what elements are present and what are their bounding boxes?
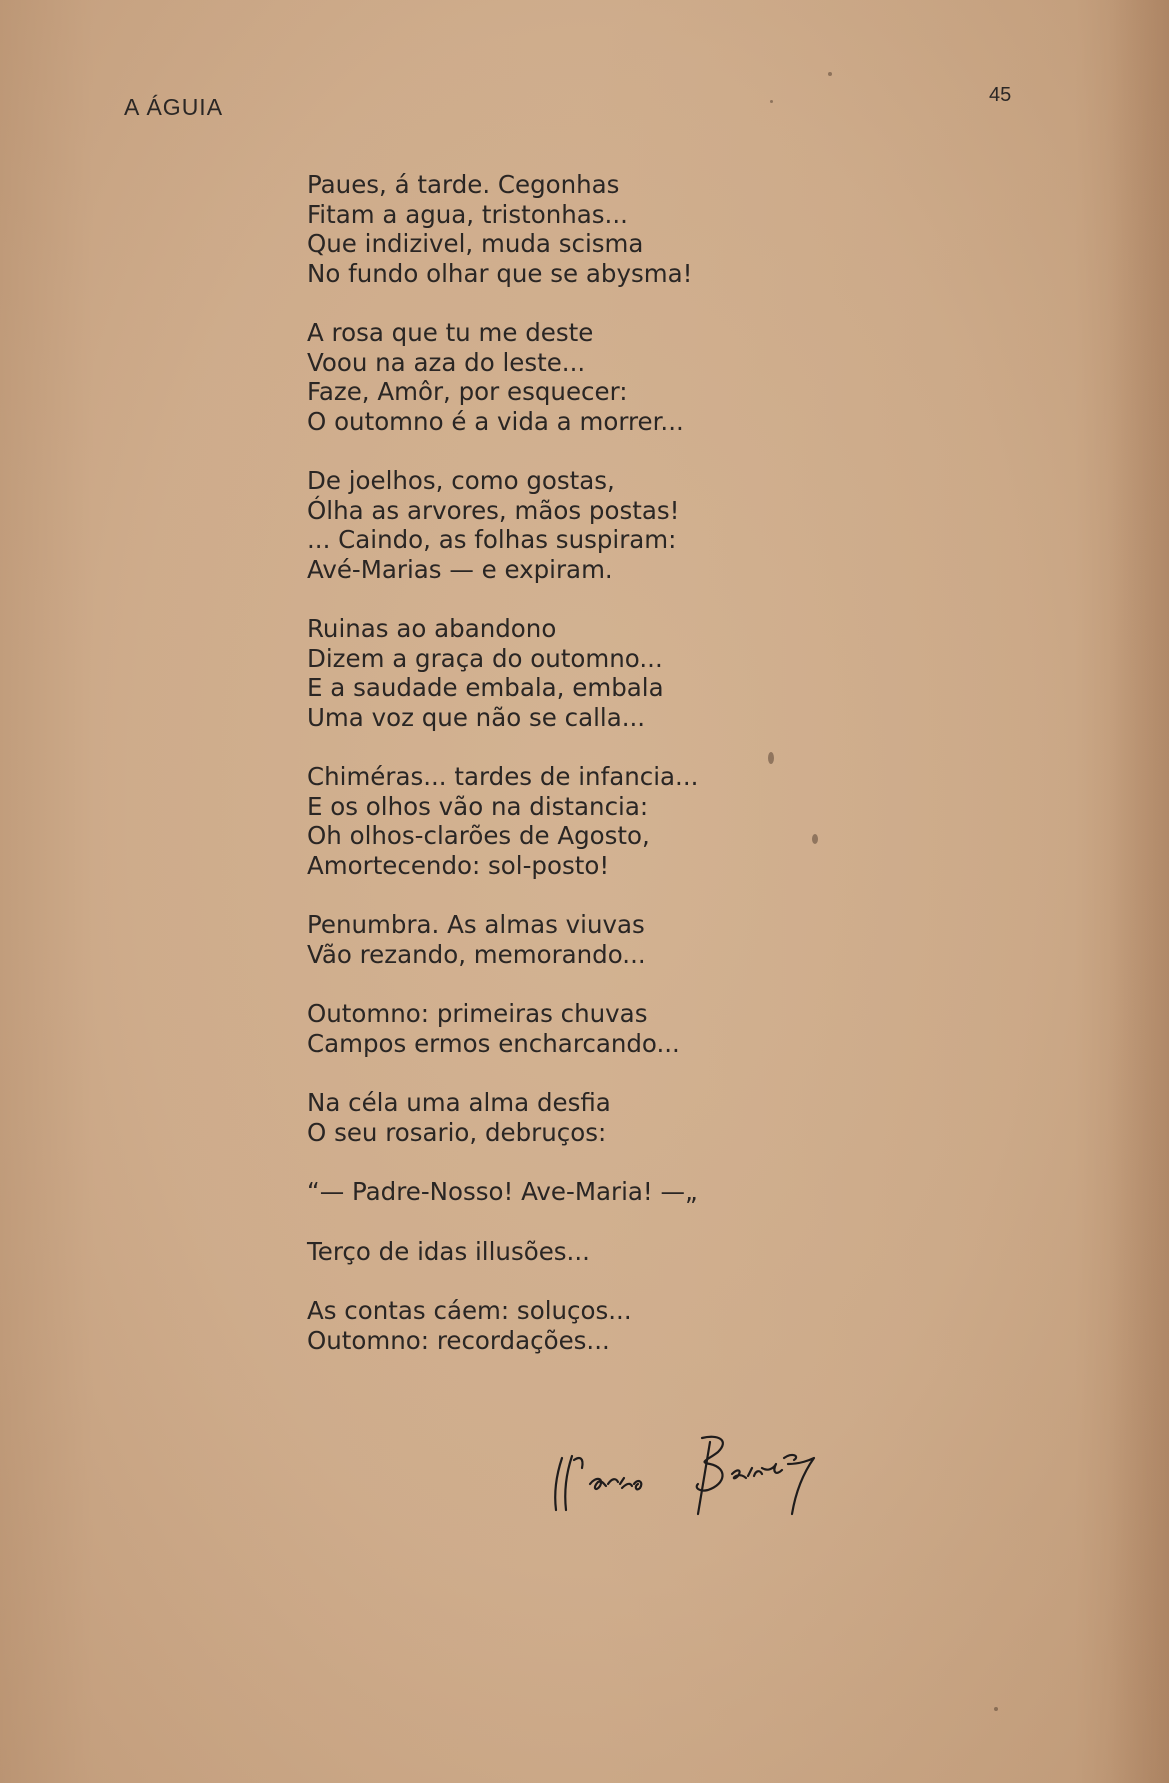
paper-speck xyxy=(994,1707,998,1711)
stanza xyxy=(307,1237,1007,1267)
poem-line: Ruinas ao abandono xyxy=(307,614,557,643)
poem-line: Chiméras... tardes de infancia... xyxy=(307,762,699,791)
poem-line: Uma voz que não se calla... xyxy=(307,702,646,732)
poem-line: Campos ermos encharcando... xyxy=(307,1028,680,1058)
poem-line: Amortecendo: sol-posto! xyxy=(307,850,610,880)
stanza xyxy=(307,1177,1007,1207)
poem-line: E a saudade embala, embala xyxy=(307,673,664,702)
poem-line: Fitam a agua, tristonhas... xyxy=(307,199,628,229)
stanza xyxy=(307,1296,1007,1355)
stanza xyxy=(307,466,1007,584)
poem-line: Ólha as arvores, mãos postas! xyxy=(307,495,680,525)
poem-line: O outomno é a vida a morrer... xyxy=(307,406,684,436)
poem-line: Vão rezando, memorando... xyxy=(307,939,646,969)
paper-speck xyxy=(812,834,818,844)
poem-line: ... Caindo, as folhas suspiram: xyxy=(307,525,677,554)
stanza xyxy=(307,614,1007,732)
stanza xyxy=(307,762,1007,880)
poem-line: A rosa que tu me deste xyxy=(307,318,594,347)
poem-line: Dizem a graça do outomno... xyxy=(307,643,663,673)
stanza xyxy=(307,318,1007,436)
stanza xyxy=(307,1088,1007,1147)
page-edge-shade xyxy=(1109,0,1169,1783)
poem-line: Outomno: recordações... xyxy=(307,1325,610,1355)
author-signature xyxy=(548,1418,858,1518)
poem-line: Outomno: primeiras chuvas xyxy=(307,999,648,1028)
paper-speck xyxy=(770,100,773,103)
poem-line: Paues, á tarde. Cegonhas xyxy=(307,170,620,199)
poem-line: Oh olhos-clarões de Agosto, xyxy=(307,821,650,850)
poem-line: Penumbra. As almas viuvas xyxy=(307,910,645,939)
poem-line: E os olhos vão na distancia: xyxy=(307,791,649,821)
poem-line: Faze, Amôr, por esquecer: xyxy=(307,377,628,406)
poem-line: “— Padre-Nosso! Ave-Maria! —„ xyxy=(307,1177,698,1206)
stanza xyxy=(307,999,1007,1058)
poem-line: No fundo olhar que se abysma! xyxy=(307,258,693,288)
poem-line: Avé-Marias — e expiram. xyxy=(307,554,613,584)
poem-line: Voou na aza do leste... xyxy=(307,347,586,377)
poem-line: As contas cáem: soluços... xyxy=(307,1296,632,1325)
poem-line: Que indizivel, muda scisma xyxy=(307,229,644,258)
poem xyxy=(307,170,1007,1385)
paper-speck xyxy=(768,752,774,764)
poem-line: Na céla uma alma desfia xyxy=(307,1088,611,1117)
paper-speck xyxy=(828,72,832,76)
stanza xyxy=(307,910,1007,969)
page-number: 45 xyxy=(989,84,1012,106)
stanza xyxy=(307,170,1007,288)
journal-title: A ÁGUIA xyxy=(124,94,224,120)
poem-line: O seu rosario, debruços: xyxy=(307,1117,607,1147)
poem-line: Terço de idas illusões... xyxy=(307,1236,590,1266)
poem-line: De joelhos, como gostas, xyxy=(307,466,615,495)
